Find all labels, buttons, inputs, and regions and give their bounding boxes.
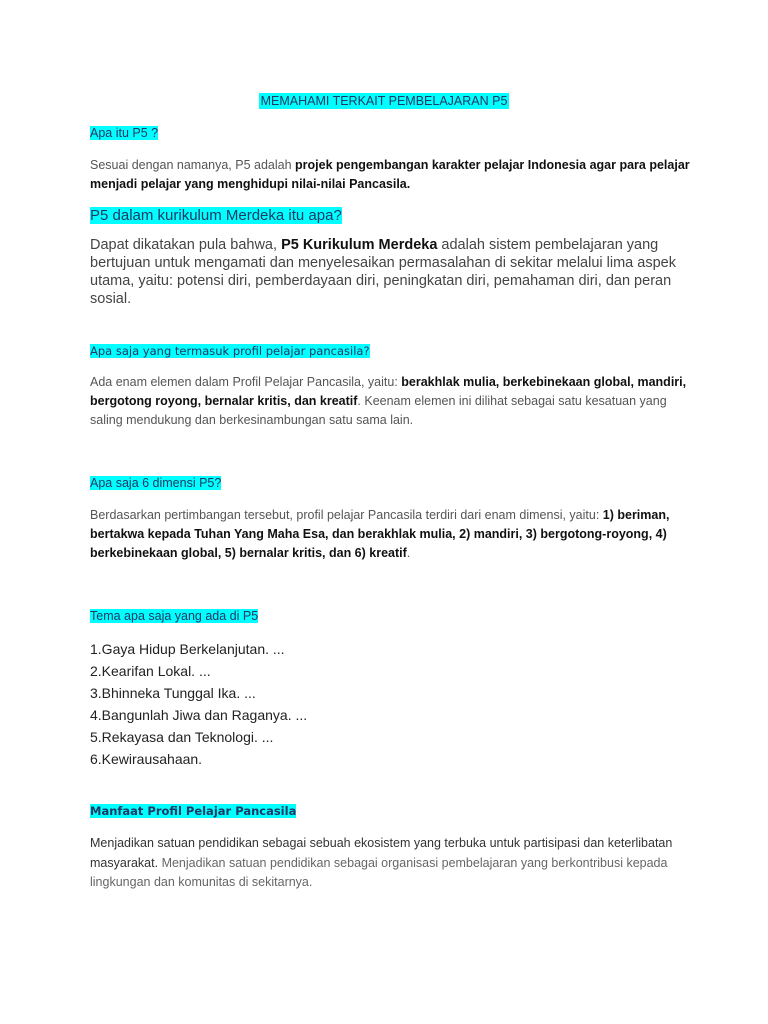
list-item: 3.Bhinneka Tunggal Ika. ... [90, 685, 256, 701]
paragraph-6-dimensi-p5 [90, 506, 690, 563]
paragraph-text: Sesuai dengan namanya, P5 adalah [90, 158, 296, 172]
list-item: 2.Kearifan Lokal. ... [90, 663, 211, 679]
paragraph-bold-text: P5 Kurikulum Merdeka [281, 237, 438, 253]
paragraph-grey-text: Menjadikan satuan pendidikan sebagai organisasi pembelajaran yang berkontribusi kepada lingkungan dan komunitas di sekitarnya. [90, 855, 668, 889]
paragraph-apa-itu-p5 [90, 156, 690, 194]
paragraph-text: Berdasarkan pertimbangan tersebut, profil pelajar Pancasila terdiri dari enam dimensi, yaitu: [90, 508, 603, 522]
heading-manfaat-profil [90, 802, 690, 820]
paragraph-text: . Keenam elemen ini dilihat sebagai satu kesatuan yang saling mendukung dan berkesinambungan satu sama lain. [90, 394, 667, 427]
heading-6-dimensi-p5 [90, 474, 690, 492]
heading-tema-p5 [90, 607, 690, 625]
document-title-text: MEMAHAMI TERKAIT PEMBELAJARAN P5 [260, 94, 508, 108]
heading-p5-kurikulum-merdeka [90, 207, 690, 225]
document-title [0, 94, 768, 108]
heading-manfaat-profil-text: Manfaat Profil Pelajar Pancasila [90, 804, 297, 818]
heading-apa-itu-p5-text: Apa itu P5 ? [90, 126, 159, 140]
paragraph-bold-text: 1) beriman, bertakwa kepada Tuhan Yang Maha Esa, dan berakhlak mulia, 2) mandiri, 3) bergotong-royong, 4) berkebinekaan global, 5) bernalar kritis, dan 6) kreatif [90, 508, 670, 560]
paragraph-bold-text: projek pengembangan karakter pelajar Indonesia agar para pelajar menjadi pelajar yang menghidupi nilai-nilai Pancasila. [90, 158, 690, 191]
paragraph-text: Dapat dikatakan pula bahwa, [90, 237, 282, 253]
paragraph-profil-pelajar-pancasila [90, 373, 690, 430]
paragraph-text: Ada enam elemen dalam Profil Pelajar Pancasila, yaitu: [90, 375, 402, 389]
paragraph-p5-kurikulum-merdeka [90, 236, 690, 308]
paragraph-manfaat-profil [90, 834, 680, 893]
list-item: 1.Gaya Hidup Berkelanjutan. ... [90, 641, 285, 657]
paragraph-bold-text: berakhlak mulia, berkebinekaan global, mandiri, bergotong royong, bernalar kritis, dan kreatif [90, 375, 687, 408]
heading-p5-kurikulum-merdeka-text: P5 dalam kurikulum Merdeka itu apa? [90, 207, 342, 224]
theme-list [90, 638, 690, 770]
heading-profil-pelajar-pancasila-text: Apa saja yang termasuk profil pelajar pancasila? [90, 344, 370, 358]
list-item: 5.Rekayasa dan Teknologi. ... [90, 729, 274, 745]
list-item: 6.Kewirausahaan. [90, 751, 203, 767]
heading-apa-itu-p5 [90, 124, 690, 142]
paragraph-text: Menjadikan satuan pendidikan sebagai sebuah ekosistem yang terbuka untuk partisipasi dan keterlibatan masyarakat. [90, 836, 673, 870]
list-item: 4.Bangunlah Jiwa dan Raganya. ... [90, 707, 308, 723]
heading-6-dimensi-p5-text: Apa saja 6 dimensi P5? [90, 476, 222, 490]
paragraph-text: adalah sistem pembelajaran yang bertujuan untuk mengamati dan menyelesaikan permasalahan di sekitar melalui lima aspek utama, yaitu: potensi diri, pemberdayaan diri, peningkatan diri, pemahaman diri, dan peran sosial. [90, 237, 676, 307]
paragraph-text: . [406, 546, 411, 560]
heading-profil-pelajar-pancasila [90, 342, 690, 360]
heading-tema-p5-text: Tema apa saja yang ada di P5 [90, 609, 259, 623]
